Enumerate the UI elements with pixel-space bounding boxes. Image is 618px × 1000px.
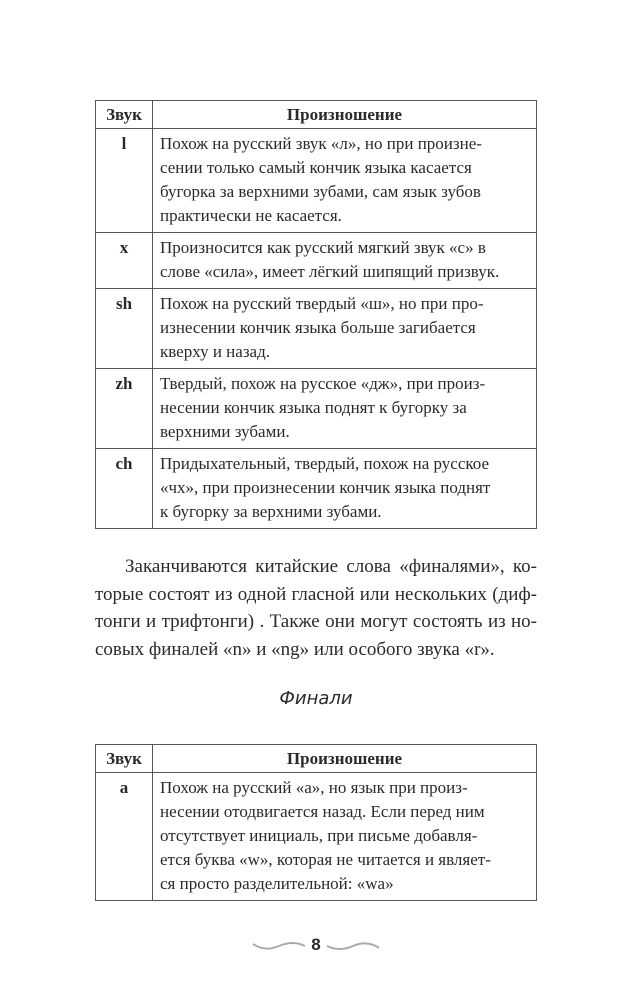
pronunciation-line: бугорка за верхними зубами, сам язык зубов [160,182,481,201]
pronunciation-line: ется буква «w», которая не читается и являет- [160,850,491,869]
section-subheading: Финали [279,688,353,709]
sound-cell: l [96,129,153,233]
table-row [96,129,537,233]
pronunciation-cell [153,773,537,901]
wave-ornament-right-icon [325,939,381,953]
page-number: 8 [311,935,321,954]
pronunciation-cell [153,289,537,369]
pronunciation-cell [153,449,537,529]
pronunciation-line: отсутствует инициаль, при письме добавля- [160,826,478,845]
wave-ornament-left-icon [251,939,307,953]
finals-paragraph [95,553,537,663]
page-footer [95,935,537,995]
initials-table [95,100,537,529]
sound-cell: x [96,233,153,289]
finals-table [95,744,537,901]
pronunciation-line: ся просто разделительной: «wa» [160,874,394,893]
pronunciation-line: Твердый, похож на русское «дж», при произ- [160,374,486,393]
pronunciation-line: несении кончик языка поднят к бугорку за [160,398,467,417]
pronunciation-line: «чх», при произнесении кончик языка поднят [160,478,491,497]
pronunciation-line: несении отодвигается назад. Если перед ним [160,802,485,821]
pronunciation-line: Произносится как русский мягкий звук «с» в [160,238,486,257]
table-row [96,289,537,369]
paragraph-line: совых финалей «n» и «ng» или особого звука «r». [95,638,495,660]
pronunciation-line: слове «сила», имеет лёгкий шипящий призвук. [160,262,500,281]
pronunciation-line: кверху и назад. [160,342,270,361]
sound-cell: zh [96,369,153,449]
pronunciation-line: к бугорку за верхними зубами. [160,502,382,521]
table-row [96,233,537,289]
header-sound: Звук [96,745,153,773]
header-pronunciation: Произношение [153,745,537,773]
document-page [95,0,537,995]
pronunciation-line: Придыхательный, твердый, похож на русское [160,454,490,473]
pronunciation-cell [153,369,537,449]
sound-cell: sh [96,289,153,369]
pronunciation-line: Похож на русский твердый «ш», но при про- [160,294,484,313]
pronunciation-line: изнесении кончик языка больше загибается [160,318,476,337]
pronunciation-cell [153,129,537,233]
sound-cell: a [96,773,153,901]
table-row [96,449,537,529]
header-pronunciation: Произношение [153,101,537,129]
pronunciation-line: верхними зубами. [160,422,290,441]
header-sound: Звук [96,101,153,129]
table-row [96,773,537,901]
pronunciation-line: сении только самый кончик языка касается [160,158,472,177]
paragraph-line: Заканчиваются китайские слова «финалями», ко- [125,556,537,577]
pronunciation-line: практически не касается. [160,206,342,225]
paragraph-line: торые состоят из одной гласной или нескольких (диф- [95,583,537,605]
paragraph-line: тонги и трифтонги) . Также они могут состоять из но- [95,611,537,632]
pronunciation-cell [153,233,537,289]
sound-cell: ch [96,449,153,529]
pronunciation-line: Похож на русский звук «л», но при произне- [160,134,482,153]
pronunciation-line: Похож на русский «а», но язык при произ- [160,778,468,797]
table-row [96,369,537,449]
